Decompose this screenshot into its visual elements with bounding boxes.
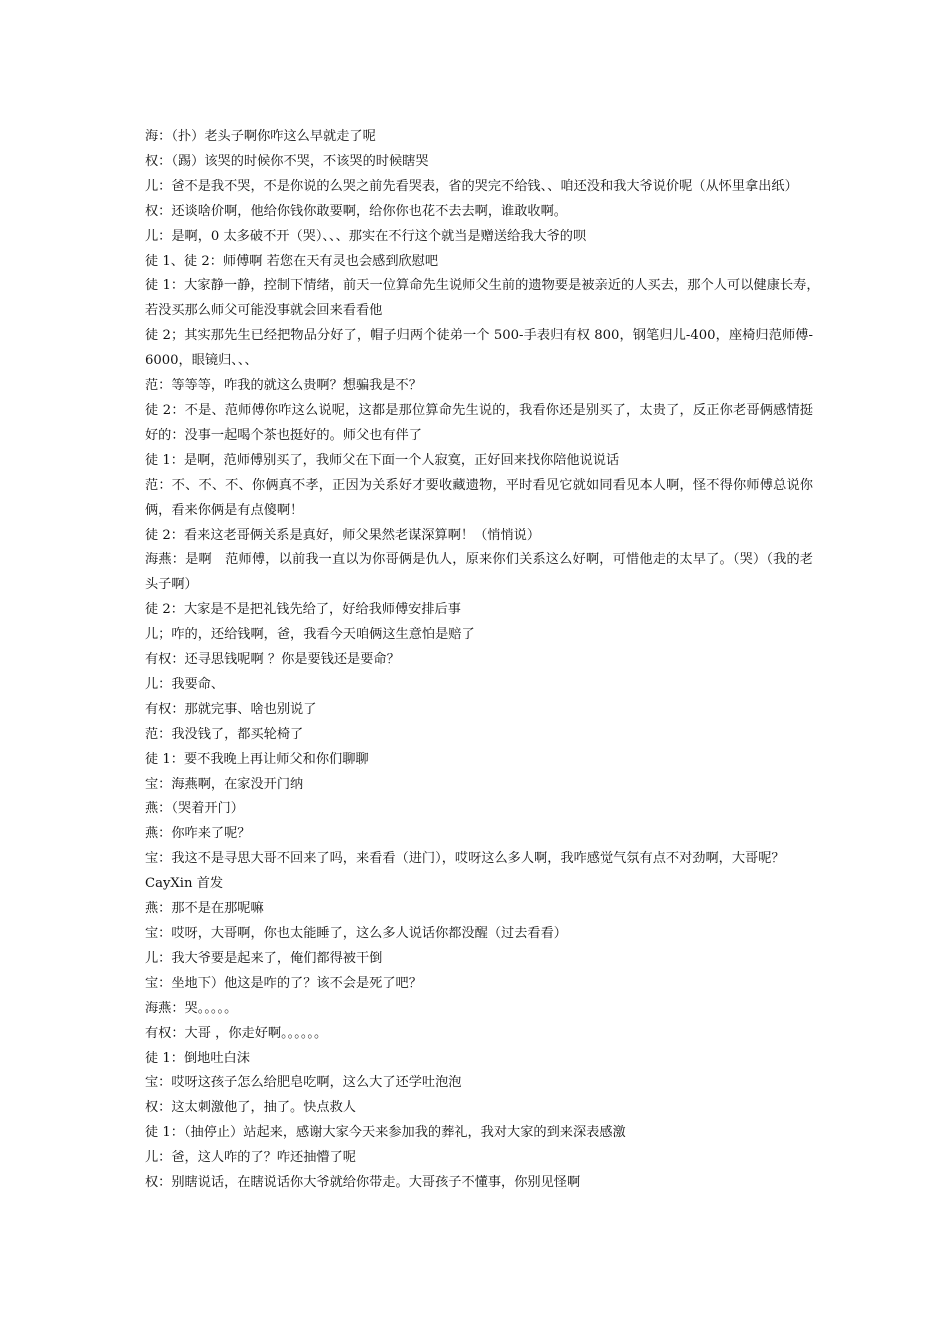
dialogue-line: 宝：海燕啊，在家没开门纳: [145, 776, 304, 792]
dialogue-line: 徒 1：大家静一静，控制下情绪，前天一位算命先生说师父生前的遗物要是被亲近的人买去，那个人可以健康长寿， 若没买那么师父可能没事就会回来看看他: [145, 278, 827, 319]
dialogue-line: 徒 2：不是、范师傅你咋这么说呢，这都是那位算命先生说的，我看你还是别买了，太贵了，反正你老哥俩感情挺好的：没事一起喝个茶也挺好的。师父也有伴了: [145, 402, 813, 443]
dialogue-line: 儿：爸，这人咋的了？咋还抽懵了呢: [145, 1150, 356, 1166]
dialogue-line: 海燕：是啊 范师傅，以前我一直以为你哥俩是仇人，原来你们关系这么好啊，可惜他走的太早了。（哭）（我的老头子啊）: [145, 552, 813, 593]
dialogue-line: 徒 1、徒 2：师傅啊 若您在天有灵也会感到欣慰吧: [145, 253, 439, 269]
dialogue-line: 燕：那不是在那呢嘛: [145, 901, 264, 917]
dialogue-line: 海燕：哭。。。。。: [145, 1000, 238, 1016]
dialogue-line: 有权：大哥 ，你走好啊。。。。。。: [145, 1025, 328, 1041]
dialogue-line: 有权：那就完事、啥也别说了: [145, 701, 317, 717]
dialogue-line: 范：不、不、不、你俩真不孝，正因为关系好才要收藏遗物，平时看见它就如同看见本人啊，怪不得你师傅总说你俩，看来你俩是有点傻啊！: [145, 477, 813, 518]
dialogue-line: 徒 1：倒地吐白沫: [145, 1050, 250, 1066]
dialogue-line: 权：还谈啥价啊，他给你钱你敢要啊，给你你也花不去去啊，谁敢收啊。: [145, 203, 567, 219]
dialogue-line: 儿：我大爷要是起来了，俺们都得被干倒: [145, 950, 383, 966]
dialogue-line: 权：（踢）该哭的时候你不哭，不该哭的时候瞎哭: [145, 153, 429, 169]
dialogue-line: 权：别瞎说话，在瞎说话你大爷就给你带走。大哥孩子不懂事，你别见怪啊: [145, 1175, 581, 1191]
dialogue-line: 范：我没钱了，都买轮椅了: [145, 726, 304, 742]
dialogue-line: CayXin 首发: [145, 876, 224, 892]
dialogue-line: 燕：你咋来了呢？: [145, 826, 251, 842]
dialogue-line: 儿；咋的，还给钱啊，爸，我看今天咱俩这生意怕是赔了: [145, 627, 475, 643]
dialogue-line: 徒 1：是啊，范师傅别买了，我师父在下面一个人寂寞，正好回来找你陪他说说话: [145, 452, 620, 468]
dialogue-line: 宝：哎呀这孩子怎么给肥皂吃啊，这么大了还学吐泡泡: [145, 1075, 462, 1091]
dialogue-line: 权：这太刺激他了，抽了。快点救人: [145, 1100, 356, 1116]
dialogue-line: 徒 2：看来这老哥俩关系是真好，师父果然老谋深算啊！（悄悄说）: [145, 527, 541, 543]
dialogue-line: 范：等等等，咋我的就这么贵啊？想骗我是不？: [145, 378, 422, 394]
dialogue-line: 徒 1：要不我晚上再让师父和你们聊聊: [145, 751, 369, 767]
dialogue-line: 燕：（哭着开门）: [145, 801, 244, 817]
dialogue-line: 宝：哎呀，大哥啊，你也太能睡了，这么多人说话你都没醒（过去看看）: [145, 926, 567, 941]
dialogue-line: 徒 1：（抽停止）站起来，感谢大家今天来参加我的葬礼，我对大家的到来深表感激: [145, 1125, 626, 1141]
dialogue-line: 儿：是啊，0 太多破不开（哭）、、、那实在不行这个就当是赠送给我大爷的呗: [145, 228, 587, 244]
dialogue-line: 海：（扑）老头子啊你咋这么早就走了呢: [145, 129, 376, 144]
dialogue-line: 儿：我要命、: [145, 676, 225, 692]
dialogue-line: 徒 2；其实那先生已经把物品分好了，帽子归两个徒弟一个 500-手表归有权 800，钢笔归儿-400，座椅归范师傅-6000，眼镜归、、、: [145, 328, 813, 369]
dialogue-line: 有权：还寻思钱呢啊 ？你是要钱还是要命？: [145, 652, 400, 668]
dialogue-line: 宝：坐地下）他这是咋的了？该不会是死了吧？: [145, 975, 422, 991]
dialogue-line: 宝：我这不是寻思大哥不回来了吗，来看看（进门），哎呀这么多人啊，我咋感觉气氛有点不对劲啊，大哥呢？: [145, 851, 785, 867]
dialogue-line: 儿：爸不是我不哭，不是你说的么哭之前先看哭表，省的哭完不给钱、、咱还没和我大爷说价呢（从怀里拿出纸）: [145, 178, 798, 194]
dialogue-line: 徒 2：大家是不是把礼钱先给了，好给我师傅安排后事: [145, 602, 461, 618]
script-text-body: [145, 125, 827, 1196]
